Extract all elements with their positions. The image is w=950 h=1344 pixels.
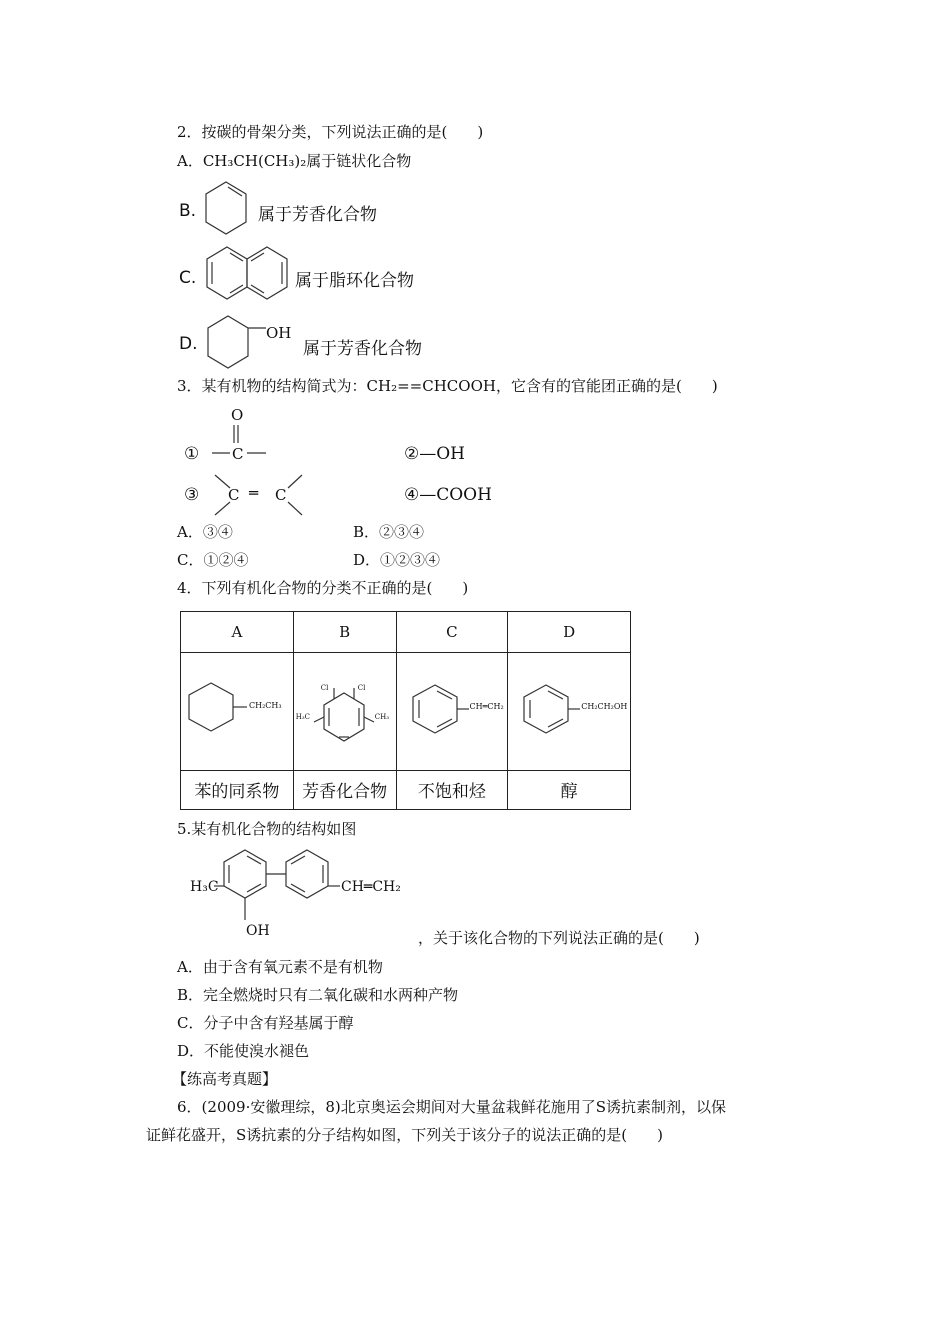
q3-option-d: D．①②③④ xyxy=(353,551,441,569)
q5-option-d: D．不能使溴水褪色 xyxy=(177,1042,310,1060)
q4-b-chlorine-1: Cl xyxy=(320,684,329,693)
q5-vinyl-group: CH═CH₂ xyxy=(341,879,401,895)
q4-stem: 4．下列有机化合物的分类不正确的是( ) xyxy=(177,579,469,597)
q2-option-b-text: 属于芳香化合物 xyxy=(258,205,377,225)
q4-header-b: B xyxy=(293,612,396,653)
q5-hydroxyl-group: OH xyxy=(246,923,270,939)
q3-group-4: ④—COOH xyxy=(404,485,492,505)
q2-option-d-oh: OH xyxy=(266,324,292,342)
q5-option-a: A．由于含有氧元素不是有机物 xyxy=(177,958,383,976)
q4-structure-d xyxy=(508,653,631,771)
q3-option-a: A．③④ xyxy=(177,523,233,541)
q5-option-c: C．分子中含有羟基属于醇 xyxy=(177,1014,354,1032)
q2-option-b-label: B. xyxy=(179,201,197,221)
q3-stem: 3．某有机物的结构简式为：CH₂==CHCOOH，它含有的官能团正确的是( ) xyxy=(177,377,718,395)
q4-label-d: 醇 xyxy=(508,770,631,809)
q4-b-chlorine-2: Cl xyxy=(357,684,366,693)
q2-option-c-label: C. xyxy=(179,268,197,288)
q3-group-1-number: ① xyxy=(184,444,200,464)
q3-group-1-oxygen: O xyxy=(231,406,244,424)
q5-option-b: B．完全燃烧时只有二氧化碳和水两种产物 xyxy=(177,986,459,1004)
q4-b-methyl-left: H₃C xyxy=(295,713,311,722)
q3-group-3-bonds xyxy=(210,470,310,520)
q4-header-a: A xyxy=(181,612,294,653)
section-heading: 【练高考真题】 xyxy=(172,1070,278,1088)
q6-line-2: 证鲜花盛开，S诱抗素的分子结构如图，下列关于该分子的说法正确的是( ) xyxy=(146,1126,663,1144)
q5-biphenyl-structure xyxy=(190,845,430,945)
q3-group-2: ②—OH xyxy=(404,444,466,464)
q4-label-c: 不饱和烃 xyxy=(396,770,508,809)
q3-group-3-carbon-1: C xyxy=(228,486,240,504)
q3-group-1-bonds xyxy=(210,449,290,459)
q2-option-d-label: D. xyxy=(179,334,198,354)
q2-option-c-text: 属于脂环化合物 xyxy=(295,271,414,291)
q3-option-b: B．②③④ xyxy=(353,523,425,541)
q2-c-naphthalene xyxy=(205,245,295,315)
q4-label-a: 苯的同系物 xyxy=(181,770,294,809)
q3-group-3-number: ③ xyxy=(184,485,200,505)
q5-question-text: ，关于该化合物的下列说法正确的是( ) xyxy=(418,929,700,947)
q2-b-cyclohexene-ring xyxy=(204,180,254,240)
q5-methyl-group: H₃C xyxy=(190,879,219,895)
q3-group-1-carbon: C xyxy=(232,445,244,463)
q4-structure-c xyxy=(396,653,508,771)
q4-classification-table xyxy=(180,611,631,810)
q3-option-c: C．①②④ xyxy=(177,551,249,569)
q4-d-substituent: CH₂CH₂OH xyxy=(581,702,628,712)
q4-header-d: D xyxy=(508,612,631,653)
q4-structure-a xyxy=(181,653,294,771)
q3-group-3-double-bond: ═ xyxy=(249,484,259,502)
q3-group-1-double-bond xyxy=(231,425,241,445)
q4-structure-b xyxy=(293,653,396,771)
q4-header-c: C xyxy=(396,612,508,653)
q2-option-a: A．CH₃CH(CH₃)₂属于链状化合物 xyxy=(177,152,412,170)
q6-line-1: 6．(2009·安徽理综，8)北京奥运会期间对大量盆栽鲜花施用了S诱抗素制剂，以保 xyxy=(177,1098,727,1116)
q2-option-d-text: 属于芳香化合物 xyxy=(303,339,422,359)
q4-a-substituent: CH₂CH₃ xyxy=(249,701,282,711)
q4-label-b: 芳香化合物 xyxy=(293,770,396,809)
q4-b-methyl-right: CH₃ xyxy=(374,713,390,722)
q5-stem: 5.某有机化合物的结构如图 xyxy=(177,820,357,838)
q2-d-cyclohexanol xyxy=(208,314,268,374)
q2-stem: 2．按碳的骨架分类，下列说法正确的是( ) xyxy=(177,123,484,141)
q3-group-3-carbon-2: C xyxy=(275,486,287,504)
q4-c-substituent: CH═CH₂ xyxy=(469,702,504,712)
